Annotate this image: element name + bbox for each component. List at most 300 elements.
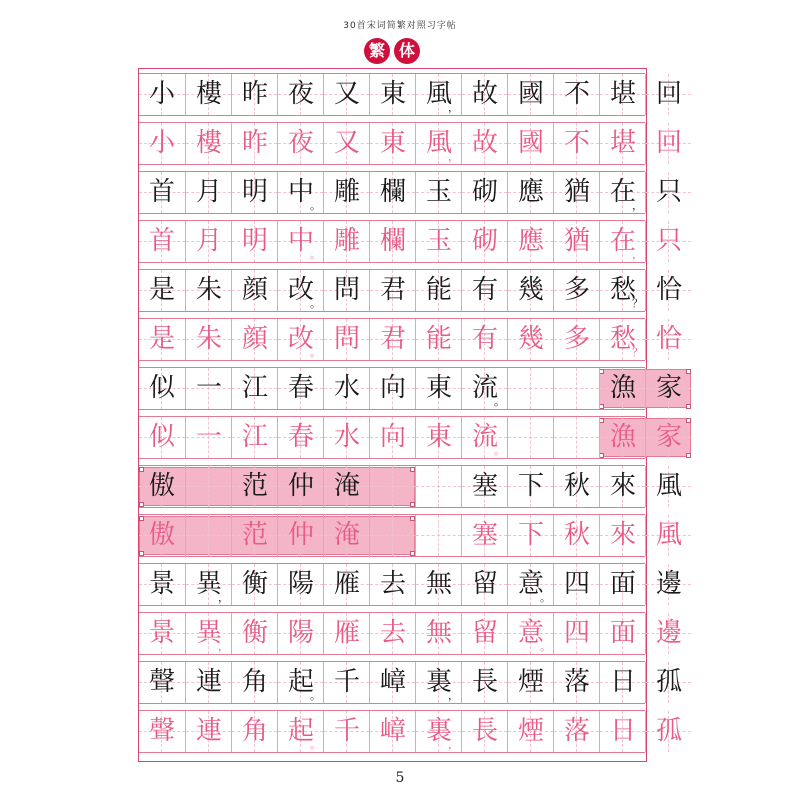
- punctuation-mark: 。: [310, 738, 321, 751]
- model-character: 昨: [241, 79, 268, 109]
- grid-cell: [323, 368, 369, 409]
- grid-cell: [645, 368, 691, 409]
- grid-cell: [507, 515, 553, 556]
- grid-cell: [369, 711, 415, 752]
- model-character: 一: [195, 373, 222, 403]
- trace-character: 回: [655, 128, 682, 158]
- grid-cell: [507, 368, 553, 409]
- grid-cell: [415, 172, 461, 213]
- grid-cell: [415, 417, 461, 458]
- grid-cell: [645, 662, 691, 703]
- trace-character: 國: [517, 128, 544, 158]
- grid-cell: [139, 466, 185, 507]
- trace-character: 秋: [563, 520, 590, 550]
- grid-cell: [507, 613, 553, 654]
- punctuation-mark: ，: [448, 150, 459, 163]
- grid-cell: [599, 270, 645, 311]
- trace-character: 似: [148, 422, 175, 452]
- model-character: 樓: [195, 79, 222, 109]
- grid-cell: [507, 270, 553, 311]
- grid-cell: [185, 515, 231, 556]
- grid-cell: [185, 74, 231, 115]
- grid-cell: [415, 270, 461, 311]
- grid-cell: [553, 74, 599, 115]
- grid-cell: [231, 172, 277, 213]
- grid-cell: [599, 466, 645, 507]
- grid-cell: [139, 123, 185, 164]
- grid-cell: [645, 417, 691, 458]
- grid-cell: [369, 662, 415, 703]
- trace-character: 是: [148, 324, 175, 354]
- model-character: 家: [655, 373, 682, 403]
- guide-line: [438, 466, 439, 507]
- model-character: 故: [471, 79, 498, 109]
- model-character: 裏: [425, 667, 452, 697]
- grid-cell: [553, 662, 599, 703]
- punctuation-mark: 。: [494, 444, 505, 457]
- grid-cell: [323, 613, 369, 654]
- grid-cell: [415, 221, 461, 262]
- grid-cell: [323, 417, 369, 458]
- model-character: 是: [148, 275, 175, 305]
- model-character: 回: [655, 79, 682, 109]
- model-character: 恰: [655, 275, 682, 305]
- trace-character: 幾: [517, 324, 544, 354]
- grid-cell: [461, 172, 507, 213]
- grid-cell: [599, 319, 645, 360]
- model-character: 砌: [471, 177, 498, 207]
- model-character: 中: [287, 177, 314, 207]
- trace-character: 意: [517, 618, 544, 648]
- trace-character: 在: [609, 226, 636, 256]
- trace-character: 衡: [241, 618, 268, 648]
- trace-character: 改: [287, 324, 314, 354]
- grid-cell: [553, 613, 599, 654]
- model-character: 異: [195, 569, 222, 599]
- grid-cell: [139, 221, 185, 262]
- model-character: 塞: [471, 471, 498, 501]
- grid-cell: [231, 466, 277, 507]
- grid-cell: [507, 711, 553, 752]
- grid-cell: [139, 74, 185, 115]
- punctuation-mark: ？: [632, 346, 643, 359]
- punctuation-mark: ？: [632, 297, 643, 310]
- grid-cell: [645, 123, 691, 164]
- grid-cell: [645, 711, 691, 752]
- grid-cell: [553, 221, 599, 262]
- model-character: 風: [655, 471, 682, 501]
- trace-character: 猶: [563, 226, 590, 256]
- grid-cell: [139, 662, 185, 703]
- model-character: 千: [333, 667, 360, 697]
- grid-cell: [323, 270, 369, 311]
- grid-cell: [369, 417, 415, 458]
- model-character: 東: [379, 79, 406, 109]
- grid-cell: [231, 368, 277, 409]
- grid-cell: [323, 564, 369, 605]
- punctuation-mark: 。: [310, 199, 321, 212]
- trace-character: 異: [195, 618, 222, 648]
- model-character: 江: [241, 373, 268, 403]
- grid-cell: [139, 613, 185, 654]
- grid-cell: [185, 123, 231, 164]
- grid-cell: [231, 74, 277, 115]
- badge-char: 体: [394, 38, 420, 64]
- trace-character: 水: [333, 422, 360, 452]
- grid-cell: [415, 564, 461, 605]
- grid-cell: [277, 368, 323, 409]
- grid-cell: [507, 564, 553, 605]
- guide-line: [392, 515, 393, 556]
- model-character: 風: [425, 79, 452, 109]
- grid-cell: [277, 662, 323, 703]
- grid-cell: [277, 319, 323, 360]
- model-character: 范: [241, 471, 268, 501]
- model-character: 水: [333, 373, 360, 403]
- trace-character: 陽: [287, 618, 314, 648]
- trace-character: 愁: [609, 324, 636, 354]
- trace-character: 月: [195, 226, 222, 256]
- grid-cell: [415, 74, 461, 115]
- model-character: 月: [195, 177, 222, 207]
- grid-cell: [461, 564, 507, 605]
- trace-character: 景: [148, 618, 175, 648]
- trace-character: 日: [609, 716, 636, 746]
- model-character: 夜: [287, 79, 314, 109]
- model-character: 多: [563, 275, 590, 305]
- model-row: [139, 661, 682, 704]
- grid-cell: [185, 319, 231, 360]
- grid-cell: [369, 515, 415, 556]
- grid-cell: [599, 74, 645, 115]
- model-character: 愁: [609, 275, 636, 305]
- trace-character: 漁: [609, 422, 636, 452]
- grid-cell: [415, 123, 461, 164]
- trace-character: 四: [563, 618, 590, 648]
- grid-cell: [369, 270, 415, 311]
- trace-character: 砌: [471, 226, 498, 256]
- trace-character: 東: [379, 128, 406, 158]
- trace-character: 長: [471, 716, 498, 746]
- model-row: [139, 171, 682, 214]
- grid-cell: [277, 123, 323, 164]
- grid-cell: [599, 613, 645, 654]
- trace-character: 去: [379, 618, 406, 648]
- trace-character: 留: [471, 618, 498, 648]
- grid-cell: [415, 368, 461, 409]
- practice-grid: [138, 68, 682, 762]
- model-character: 無: [425, 569, 452, 599]
- grid-cell: [645, 221, 691, 262]
- punctuation-mark: ，: [448, 689, 459, 702]
- grid-cell: [415, 711, 461, 752]
- model-character: 留: [471, 569, 498, 599]
- grid-cell: [185, 368, 231, 409]
- grid-cell: [277, 466, 323, 507]
- grid-cell: [369, 466, 415, 507]
- grid-cell: [231, 221, 277, 262]
- grid-cell: [645, 515, 691, 556]
- model-character: 下: [517, 471, 544, 501]
- model-character: 煙: [517, 667, 544, 697]
- grid-cell: [507, 221, 553, 262]
- trace-row: [139, 318, 682, 361]
- model-character: 似: [148, 373, 175, 403]
- grid-cell: [553, 515, 599, 556]
- grid-cell: [415, 662, 461, 703]
- model-character: 淹: [333, 471, 360, 501]
- trace-character: 傲: [148, 520, 175, 550]
- trace-character: 雁: [333, 618, 360, 648]
- model-character: 能: [425, 275, 452, 305]
- grid-cell: [599, 417, 645, 458]
- grid-cell: [461, 662, 507, 703]
- trace-character: 風: [655, 520, 682, 550]
- grid-cell: [461, 613, 507, 654]
- grid-cell: [645, 172, 691, 213]
- grid-cell: [323, 319, 369, 360]
- model-character: 有: [471, 275, 498, 305]
- grid-cell: [185, 662, 231, 703]
- grid-cell: [461, 221, 507, 262]
- grid-cell: [139, 368, 185, 409]
- grid-cell: [645, 74, 691, 115]
- trace-character: 角: [241, 716, 268, 746]
- trace-row: [139, 514, 682, 557]
- grid-cell: [231, 123, 277, 164]
- trace-character: 雕: [333, 226, 360, 256]
- model-character: 堪: [609, 79, 636, 109]
- grid-cell: [277, 221, 323, 262]
- grid-cell: [369, 564, 415, 605]
- model-character: 雕: [333, 177, 360, 207]
- model-character: 不: [563, 79, 590, 109]
- grid-cell: [645, 613, 691, 654]
- trace-character: 夜: [287, 128, 314, 158]
- trace-character: 小: [148, 128, 175, 158]
- grid-cell: [323, 123, 369, 164]
- trace-character: 流: [471, 422, 498, 452]
- model-row: [139, 73, 682, 116]
- punctuation-mark: 。: [540, 591, 551, 604]
- trace-character: 面: [609, 618, 636, 648]
- model-character: 君: [379, 275, 406, 305]
- guide-line: [530, 368, 531, 409]
- model-row: [139, 563, 682, 606]
- model-character: 猶: [563, 177, 590, 207]
- grid-cell: [415, 319, 461, 360]
- guide-line: [576, 368, 577, 409]
- model-row: [139, 465, 682, 508]
- punctuation-mark: 。: [310, 297, 321, 310]
- grid-cell: [553, 270, 599, 311]
- trace-character: 不: [563, 128, 590, 158]
- trace-character: 無: [425, 618, 452, 648]
- trace-character: 有: [471, 324, 498, 354]
- model-character: 流: [471, 373, 498, 403]
- trace-character: 千: [333, 716, 360, 746]
- grid-cell: [553, 123, 599, 164]
- grid-cell: [231, 515, 277, 556]
- grid-cell: [553, 711, 599, 752]
- model-character: 向: [379, 373, 406, 403]
- model-character: 起: [287, 667, 314, 697]
- model-character: 只: [655, 177, 682, 207]
- model-character: 國: [517, 79, 544, 109]
- model-character: 雁: [333, 569, 360, 599]
- grid-cell: [277, 515, 323, 556]
- trace-character: 一: [195, 422, 222, 452]
- model-character: 春: [287, 373, 314, 403]
- trace-character: 應: [517, 226, 544, 256]
- guide-line: [208, 466, 209, 507]
- model-character: 問: [333, 275, 360, 305]
- trace-character: 顔: [241, 324, 268, 354]
- model-character: 仲: [287, 471, 314, 501]
- model-character: 衡: [241, 569, 268, 599]
- model-character: 在: [609, 177, 636, 207]
- trace-character: 塞: [471, 520, 498, 550]
- grid-cell: [599, 711, 645, 752]
- trace-character: 東: [425, 422, 452, 452]
- trace-character: 春: [287, 422, 314, 452]
- trace-character: 裏: [425, 716, 452, 746]
- grid-cell: [277, 564, 323, 605]
- model-character: 東: [425, 373, 452, 403]
- trace-character: 多: [563, 324, 590, 354]
- guide-line: [392, 466, 393, 507]
- guide-line: [576, 417, 577, 458]
- model-character: 意: [517, 569, 544, 599]
- grid-cell: [599, 221, 645, 262]
- grid-cell: [645, 319, 691, 360]
- grid-cell: [645, 466, 691, 507]
- grid-cell: [507, 466, 553, 507]
- model-character: 又: [333, 79, 360, 109]
- trace-character: 淹: [333, 520, 360, 550]
- model-character: 邊: [655, 569, 682, 599]
- model-character: 日: [609, 667, 636, 697]
- grid-cell: [507, 319, 553, 360]
- trace-character: 昨: [241, 128, 268, 158]
- model-character: 去: [379, 569, 406, 599]
- grid-cell: [369, 613, 415, 654]
- grid-cell: [277, 613, 323, 654]
- model-character: 嶂: [379, 667, 406, 697]
- model-character: 長: [471, 667, 498, 697]
- grid-cell: [277, 417, 323, 458]
- trace-character: 江: [241, 422, 268, 452]
- grid-cell: [139, 711, 185, 752]
- model-row: [139, 269, 682, 312]
- grid-cell: [507, 662, 553, 703]
- trace-character: 下: [517, 520, 544, 550]
- grid-cell: [461, 270, 507, 311]
- grid-cell: [185, 172, 231, 213]
- trace-character: 玉: [425, 226, 452, 256]
- grid-cell: [139, 172, 185, 213]
- trace-character: 中: [287, 226, 314, 256]
- trace-row: [139, 122, 682, 165]
- grid-cell: [139, 270, 185, 311]
- trace-character: 朱: [195, 324, 222, 354]
- model-character: 顔: [241, 275, 268, 305]
- trace-character: 仲: [287, 520, 314, 550]
- punctuation-mark: 。: [310, 248, 321, 261]
- grid-cell: [139, 564, 185, 605]
- trace-character: 樓: [195, 128, 222, 158]
- trace-row: [139, 710, 682, 753]
- model-character: 秋: [563, 471, 590, 501]
- trace-character: 連: [195, 716, 222, 746]
- grid-cell: [369, 123, 415, 164]
- grid-cell: [323, 711, 369, 752]
- grid-cell: [323, 74, 369, 115]
- punctuation-mark: 。: [494, 395, 505, 408]
- grid-cell: [553, 564, 599, 605]
- grid-cell: [231, 711, 277, 752]
- trace-character: 風: [425, 128, 452, 158]
- punctuation-mark: ，: [448, 738, 459, 751]
- trace-character: 家: [655, 422, 682, 452]
- model-character: 面: [609, 569, 636, 599]
- trace-character: 來: [609, 520, 636, 550]
- grid-cell: [185, 466, 231, 507]
- grid-cell: [185, 564, 231, 605]
- trace-character: 范: [241, 520, 268, 550]
- grid-cell: [369, 368, 415, 409]
- grid-cell: [369, 172, 415, 213]
- grid-cell: [139, 515, 185, 556]
- book-title: 30首宋词简繁对照习字帖: [343, 21, 457, 31]
- punctuation-mark: 。: [310, 689, 321, 702]
- model-character: 改: [287, 275, 314, 305]
- grid-cell: [415, 613, 461, 654]
- badge-char: 繁: [364, 38, 390, 64]
- trace-character: 又: [333, 128, 360, 158]
- grid-cell: [645, 564, 691, 605]
- grid-cell: [369, 221, 415, 262]
- model-character: 角: [241, 667, 268, 697]
- grid-cell: [323, 221, 369, 262]
- trace-row: [139, 220, 682, 263]
- model-character: 玉: [425, 177, 452, 207]
- guide-line: [530, 417, 531, 458]
- model-character: 傲: [148, 471, 175, 501]
- grid-cell: [323, 172, 369, 213]
- model-character: 小: [148, 79, 175, 109]
- grid-cell: [599, 123, 645, 164]
- trace-character: 明: [241, 226, 268, 256]
- trace-character: 能: [425, 324, 452, 354]
- grid-cell: [277, 172, 323, 213]
- grid-cell: [185, 417, 231, 458]
- grid-cell: [461, 711, 507, 752]
- grid-cell: [415, 466, 461, 507]
- model-character: 連: [195, 667, 222, 697]
- grid-cell: [277, 270, 323, 311]
- trace-character: 首: [148, 226, 175, 256]
- grid-cell: [645, 270, 691, 311]
- grid-cell: [277, 711, 323, 752]
- grid-cell: [231, 613, 277, 654]
- grid-cell: [507, 123, 553, 164]
- model-character: 孤: [655, 667, 682, 697]
- model-character: 明: [241, 177, 268, 207]
- grid-cell: [185, 221, 231, 262]
- grid-cell: [599, 368, 645, 409]
- grid-cell: [139, 319, 185, 360]
